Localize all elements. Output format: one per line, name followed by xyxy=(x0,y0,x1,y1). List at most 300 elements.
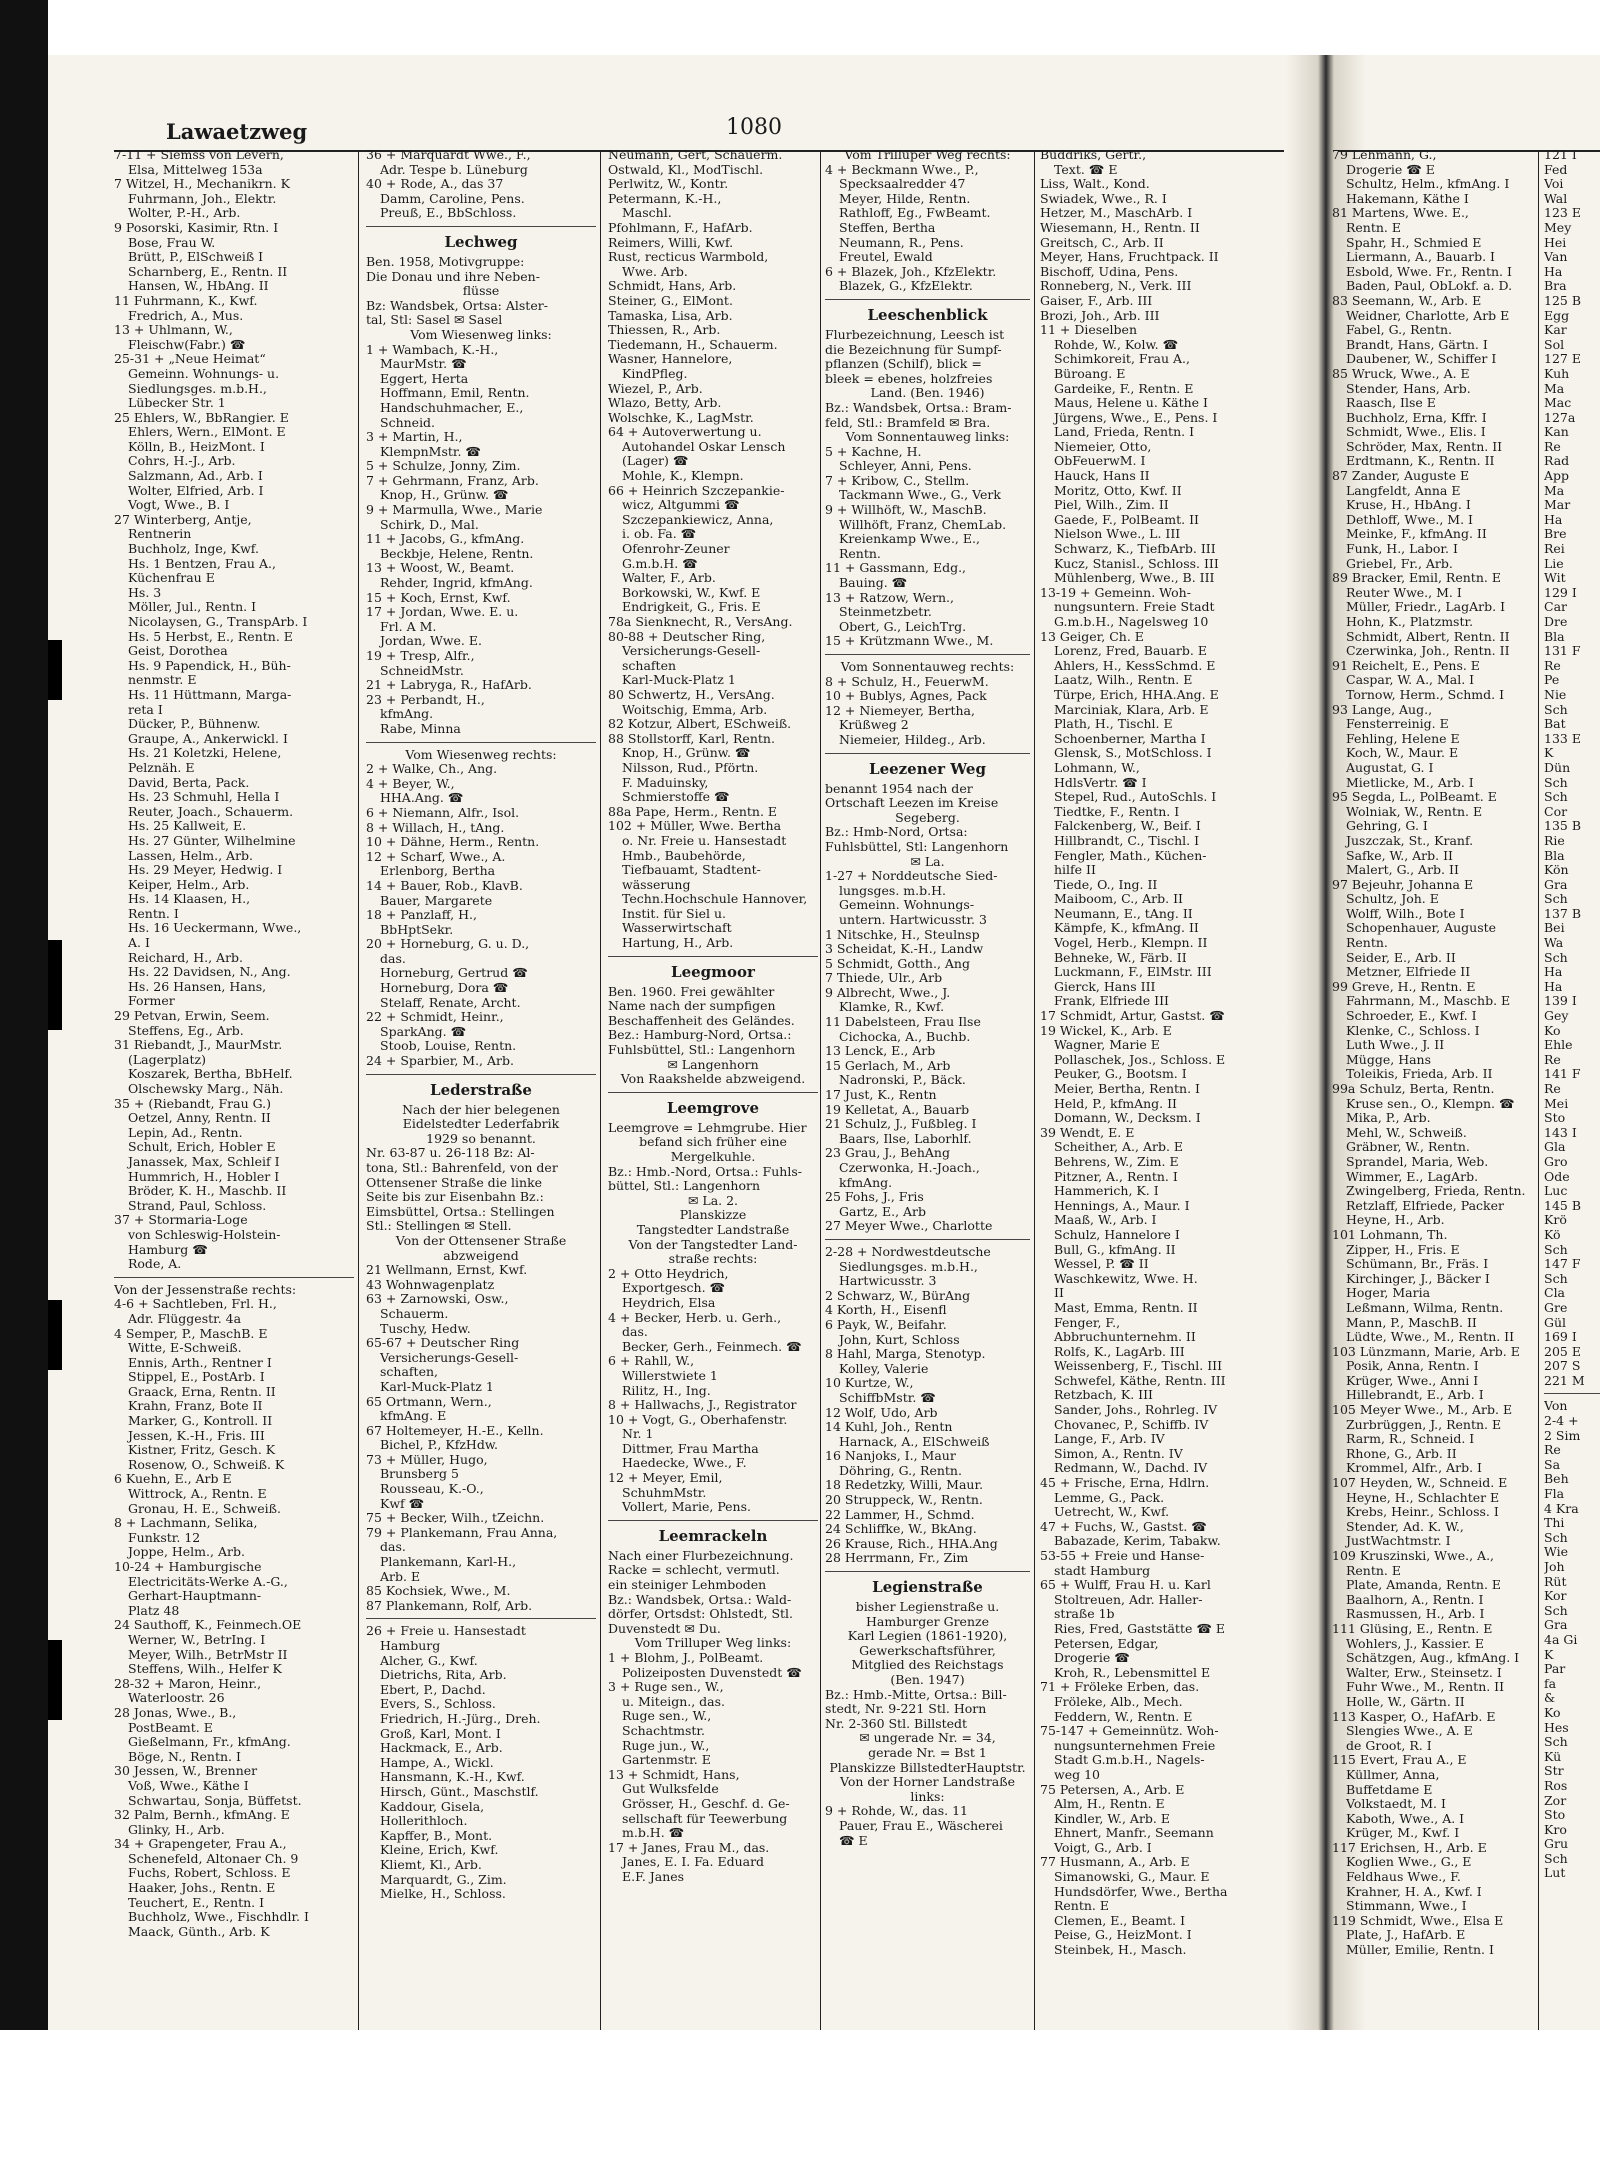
entry-line: Willerstwiete 1 xyxy=(622,1368,718,1383)
entry-line: Simanowski, G., Maur. E xyxy=(1054,1870,1210,1885)
entry-line: Dücker, P., Bühnenw. xyxy=(128,717,261,732)
entry-line: ☎ E xyxy=(839,1833,868,1848)
entry-line: Re xyxy=(1544,439,1561,454)
entry-line: 30 Jessen, W., Brenner xyxy=(114,1764,258,1779)
entry-line: 83 Seemann, W., Arb. E xyxy=(1332,293,1482,308)
entry-line: 37 + Stormaria-Loge xyxy=(114,1213,248,1228)
entry-line: Retzlaff, Elfriede, Packer xyxy=(1346,1198,1504,1213)
entry-line: Rousseau, K.-O., xyxy=(380,1482,484,1497)
entry-line: Zwingelberg, Frieda, Rentn. xyxy=(1346,1184,1526,1199)
entry-line: Pitzner, A., Rentn. I xyxy=(1054,1169,1178,1184)
street-note: Tangstedter Landstraße xyxy=(636,1222,790,1237)
entry-line: Hartwicusstr. 3 xyxy=(839,1274,937,1289)
entry-line: Electricitäts-Werke A.-G., xyxy=(128,1574,288,1589)
entry-line: Bz.: Hmb-Nord, Ortsa: xyxy=(825,825,968,840)
entry-line: 23 Grau, J., BehAng xyxy=(825,1146,950,1161)
entry-line: Wa xyxy=(1544,936,1564,951)
entry-line: Hammerich, K. I xyxy=(1054,1184,1159,1199)
entry-line: Gre xyxy=(1544,1300,1568,1315)
entry-line: 10 + Vogt, G., Oberhafenstr. xyxy=(608,1412,788,1427)
entry-line: 82 Kotzur, Albert, ESchweiß. xyxy=(608,717,792,732)
entry-line: Luc xyxy=(1544,1184,1568,1199)
entry-line: Luth Wwe., J. II xyxy=(1346,1038,1445,1053)
entry-line: Gierck, Hans III xyxy=(1054,979,1156,994)
entry-line: Bauing. ☎ xyxy=(839,576,908,591)
entry-line: Nach einer Flurbezeichnung. xyxy=(608,1548,794,1563)
entry-line: 80 Schwertz, H., VersAng. xyxy=(608,687,775,702)
entry-line: Voß, Wwe., Käthe I xyxy=(128,1778,249,1793)
entry-line: Koch, W., Maur. E xyxy=(1346,746,1459,761)
page-number: 1080 xyxy=(726,115,782,140)
directory-column-4 xyxy=(825,148,1030,2018)
entry-line: Krommel, Alfr., Arb. I xyxy=(1346,1461,1482,1476)
entry-line: Rentn. xyxy=(839,546,881,561)
entry-line: Mühlenberg, Wwe., B. III xyxy=(1054,571,1215,586)
entry-line: Daubener, W., Schiffer I xyxy=(1346,352,1497,367)
entry-line: Schultz, Joh. E xyxy=(1346,892,1439,907)
street-note: Hamburger Grenze xyxy=(866,1614,989,1629)
entry-line: Küllmer, Anna, xyxy=(1346,1767,1440,1782)
entry-line: Kön xyxy=(1544,863,1569,878)
entry-line: Kistner, Fritz, Gesch. K xyxy=(128,1443,276,1458)
entry-line: Bez.: Hamburg-Nord, Ortsa.: xyxy=(608,1028,792,1043)
entry-line: 19 + Tresp, Alfr., xyxy=(366,649,475,663)
entry-line: Gronau, H. E., Schweiß. xyxy=(128,1501,281,1516)
entry-line: Stepel, Rud., AutoSchls. I xyxy=(1054,790,1217,805)
entry-line: Ronneberg, N., Verk. III xyxy=(1040,279,1192,294)
entry-line: Wlazo, Betty, Arb. xyxy=(608,396,722,411)
entry-line: Autohandel Oskar Lensch xyxy=(622,439,786,454)
entry-line: Schauerm. xyxy=(380,1306,449,1321)
entry-line: Waterloostr. 26 xyxy=(128,1691,225,1706)
entry-line: 10 + Bublys, Agnes, Pack xyxy=(825,689,987,704)
entry-line: das. xyxy=(380,1540,406,1555)
entry-line: Lüdte, Wwe., M., Rentn. II xyxy=(1346,1330,1515,1345)
street-note: abzweigend xyxy=(443,1248,519,1263)
section-divider xyxy=(608,1092,818,1093)
entry-line: benannt 1954 nach der xyxy=(825,781,973,796)
entry-line: Mar xyxy=(1544,498,1571,513)
entry-line: Former xyxy=(128,994,175,1009)
entry-line: Bz.: Wandsbek, Ortsa.: Bram- xyxy=(825,400,1012,415)
entry-line: Dittmer, Frau Martha xyxy=(622,1441,759,1456)
entry-line: Von der Jessenstraße rechts: xyxy=(114,1282,297,1297)
entry-line: 15 + Koch, Ernst, Kwf. xyxy=(366,590,511,605)
entry-line: Knop, H., Grünw. ☎ xyxy=(622,746,751,761)
entry-line: Gehring, G. I xyxy=(1346,819,1428,834)
entry-line: Nie xyxy=(1544,687,1567,702)
entry-line: Lohmann, W., xyxy=(1054,760,1140,775)
entry-line: Buffetdame E xyxy=(1346,1782,1433,1797)
entry-line: Erdtmann, K., Rentn. II xyxy=(1346,454,1495,469)
entry-line: Domann, W., Decksm. I xyxy=(1054,1111,1201,1126)
entry-line: pflanzen (Schilf), blick = xyxy=(825,357,982,372)
entry-line: Kar xyxy=(1544,323,1567,338)
entry-line: Hs. 3 xyxy=(128,585,162,600)
entry-line: Funkstr. 12 xyxy=(128,1530,201,1545)
entry-line: Scharnberg, E., Rentn. II xyxy=(128,264,288,279)
entry-line: Horneburg, Dora ☎ xyxy=(380,981,509,996)
entry-line: 17 + Jordan, Wwe. E. u. xyxy=(366,605,519,620)
entry-line: Wiesemann, H., Rentn. II xyxy=(1040,220,1200,235)
entry-line: Sch xyxy=(1544,790,1568,805)
entry-line: 66 + Heinrich Szczepankie- xyxy=(608,483,785,498)
entry-line: Cor xyxy=(1544,804,1568,819)
entry-line: Seite bis zur Eisenbahn Bz.: xyxy=(366,1190,544,1205)
entry-line: Fuhr Wwe., M., Rentn. II xyxy=(1346,1680,1505,1695)
entry-line: Bz.: Wandsbek, Ortsa.: Wald- xyxy=(608,1592,792,1607)
entry-line: 7 Thiede, Ulr., Arb xyxy=(825,971,943,986)
street-note: Mergelkuhle. xyxy=(670,1150,756,1164)
entry-line: 8 + Willach, H., tAng. xyxy=(366,820,505,835)
entry-line: Bz: Wandsbek, Ortsa: Alster- xyxy=(366,298,548,313)
street-note: Von Raakshelde abzweigend. xyxy=(620,1072,806,1087)
entry-line: nungsuntern. Freie Stadt xyxy=(1054,600,1215,615)
entry-line: 20 Struppeck, W., Rentn. xyxy=(825,1493,983,1508)
entry-line: 91 Reichelt, E., Pens. E xyxy=(1332,658,1480,673)
entry-line: Luckmann, F., ElMstr. III xyxy=(1054,965,1212,980)
entry-line: Glensk, S., MotSchloss. I xyxy=(1054,746,1212,761)
entry-line: Krüger, M., Kwf. I xyxy=(1346,1826,1460,1841)
entry-line: Nadronski, P., Bäck. xyxy=(839,1073,966,1088)
entry-line: Schopenhauer, Auguste xyxy=(1346,921,1497,936)
entry-line: Hamburg xyxy=(380,1639,441,1653)
entry-line: Schümann, Br., Fräs. I xyxy=(1346,1257,1489,1272)
entry-line: Ha xyxy=(1544,979,1563,994)
entry-line: Sch xyxy=(1544,775,1568,790)
entry-line: Drogerie ☎ xyxy=(1054,1651,1130,1666)
entry-line: stedt, Nr. 9-221 Stl. Horn xyxy=(825,1702,987,1717)
entry-line: Krö xyxy=(1544,1213,1567,1228)
entry-line: das. xyxy=(622,1325,648,1340)
entry-line: Woitschig, Emma, Arb. xyxy=(622,702,768,717)
entry-line: Handschuhmacher, E., xyxy=(380,400,524,415)
entry-line: nenmstr. E xyxy=(128,673,197,688)
entry-line: 31 Riebandt, J., MaurMstr. xyxy=(114,1038,283,1053)
entry-line: Ros xyxy=(1544,1778,1568,1793)
entry-line: Plath, H., Tischl. E xyxy=(1054,717,1173,732)
street-name-heading: Leegmoor xyxy=(671,962,755,981)
entry-line: KlempnMstr. ☎ xyxy=(380,444,481,459)
street-note: Segeberg. xyxy=(895,810,960,825)
entry-line: 80-88 + Deutscher Ring, xyxy=(608,629,766,644)
entry-line: Metzner, Elfriede II xyxy=(1346,965,1471,980)
entry-line: Kruse sen., O., Klempn. ☎ xyxy=(1346,1096,1515,1111)
entry-line: Hennings, A., Maur. I xyxy=(1054,1198,1190,1213)
entry-line: 53-55 + Freie und Hanse- xyxy=(1040,1549,1205,1563)
entry-line: Versicherungs-Gesell- xyxy=(622,644,761,659)
entry-line: Bauer, Margarete xyxy=(380,893,493,908)
entry-line: Beh xyxy=(1544,1472,1569,1487)
entry-line: Adr. Tespe b. Lüneburg xyxy=(380,162,528,177)
entry-line: Pe xyxy=(1544,673,1560,688)
column-divider xyxy=(820,150,821,2030)
entry-line: Stelaff, Renate, Archt. xyxy=(380,995,521,1010)
entry-line: 8 Hahl, Marga, Stenotyp. xyxy=(825,1347,986,1362)
entry-line: Bre xyxy=(1544,527,1567,542)
entry-line: Gru xyxy=(1544,1837,1569,1852)
entry-line: Mei xyxy=(1544,1096,1569,1111)
street-note: straße rechts: xyxy=(668,1252,758,1267)
entry-line: Haaker, Johs., Rentn. E xyxy=(128,1881,276,1896)
entry-line: 13 + Ratzow, Wern., xyxy=(825,590,954,605)
entry-line: Par xyxy=(1544,1662,1566,1677)
entry-line: Polizeiposten Duvenstedt ☎ xyxy=(622,1665,802,1680)
entry-line: Küchenfrau E xyxy=(128,571,215,586)
section-divider xyxy=(608,1520,818,1521)
entry-line: 32 Palm, Bernh., kfmAng. E xyxy=(114,1808,290,1823)
entry-line: kfmAng. xyxy=(839,1175,893,1190)
entry-line: Fuhrmann, Joh., Elektr. xyxy=(128,191,277,206)
entry-line: Techn.Hochschule Hannover, xyxy=(622,892,808,907)
entry-line: Sol xyxy=(1544,337,1565,352)
entry-line: Tornow, Herm., Schmd. I xyxy=(1346,687,1505,702)
entry-line: Gräbner, W., Rentn. xyxy=(1346,1140,1470,1155)
entry-line: Kölln, B., HeizMont. I xyxy=(128,439,265,454)
entry-line: Hs. 16 Ueckermann, Wwe., xyxy=(128,921,302,936)
entry-line: SchuhmMstr. xyxy=(622,1485,707,1500)
entry-line: Rode, A. xyxy=(128,1257,182,1272)
entry-line: Tamaska, Lisa, Arb. xyxy=(608,308,733,323)
entry-line: ObFeuerwM. I xyxy=(1054,454,1146,469)
entry-line: Hackmack, E., Arb. xyxy=(380,1741,503,1756)
entry-line: II xyxy=(1054,1286,1064,1301)
street-note: bisher Legienstraße u. xyxy=(855,1600,1000,1615)
entry-line: Gut Wulksfelde xyxy=(622,1782,719,1797)
entry-line: Steffens, Eg., Arb. xyxy=(128,1023,244,1038)
entry-line: 67 Holtemeyer, H.-E., Kelln. xyxy=(366,1423,544,1438)
entry-line: 13 + Uhlmann, W., xyxy=(114,323,233,338)
entry-line: Evers, S., Schloss. xyxy=(380,1697,496,1712)
entry-line: Ko xyxy=(1544,1705,1561,1720)
entry-line: Weissenberg, F., Tischl. III xyxy=(1054,1359,1223,1374)
entry-line: 12 Wolf, Udo, Arb xyxy=(825,1405,938,1420)
entry-line: 75-147 + Gemeinnütz. Woh- xyxy=(1040,1724,1219,1739)
entry-line: Sto xyxy=(1544,1111,1566,1126)
entry-line: Clemen, E., Beamt. I xyxy=(1054,1913,1186,1928)
entry-line: Bull, G., kfmAng. II xyxy=(1054,1242,1176,1257)
entry-line: 19 Kelletat, A., Bauarb xyxy=(825,1102,970,1117)
entry-line: 4 + Becker, Herb. u. Gerh., xyxy=(608,1310,782,1325)
entry-line: Stimmann, Wwe., I xyxy=(1346,1899,1467,1914)
entry-line: 145 B xyxy=(1544,1198,1582,1213)
entry-line: 29 Petvan, Erwin, Seem. xyxy=(114,1009,270,1024)
entry-line: Geist, Dorothea xyxy=(128,644,228,659)
entry-line: 75 Petersen, A., Arb. E xyxy=(1040,1782,1185,1797)
entry-line: Czerwonka, H.-Joach., xyxy=(839,1161,980,1175)
entry-line: Neumann, Gert, Schauerm. xyxy=(608,148,783,162)
entry-line: Mügge, Hans xyxy=(1346,1052,1432,1067)
entry-line: Buchholz, Inge, Kwf. xyxy=(128,542,259,557)
entry-line: Instit. für Siel u. xyxy=(622,906,726,921)
entry-line: Kämpfe, K., kfmAng. II xyxy=(1054,921,1199,936)
entry-line: Steffen, Bertha xyxy=(839,220,936,235)
directory-column-3 xyxy=(608,148,818,2018)
entry-line: 13-19 + Gemeinn. Woh- xyxy=(1040,585,1191,600)
entry-line: Knop, H., Grünw. ☎ xyxy=(380,488,509,503)
entry-line: Ruge sen., W., xyxy=(622,1709,712,1724)
entry-line: Exportgesch. ☎ xyxy=(622,1281,726,1296)
entry-line: Hs. 22 Davidsen, N., Ang. xyxy=(128,965,291,980)
entry-line: Slengies Wwe., A. E xyxy=(1346,1724,1473,1739)
entry-line: Fuhlsbüttel, Stl: Langenhorn xyxy=(825,839,1009,854)
entry-line: Cichocka, A., Buchb. xyxy=(839,1029,971,1044)
entry-line: Krahn, Franz, Bote II xyxy=(128,1399,263,1414)
entry-line: Bichel, P., KfzHdw. xyxy=(380,1438,499,1453)
entry-line: 147 F xyxy=(1544,1257,1581,1272)
entry-line: 4 + Beckmann Wwe., P., xyxy=(825,162,979,177)
entry-line: Harnack, A., ElSchweiß xyxy=(839,1434,990,1449)
entry-line: Schröder, Max, Rentn. II xyxy=(1346,439,1503,454)
entry-line: Fensterreinig. E xyxy=(1346,717,1449,732)
entry-line: Wasner, Hannelore, xyxy=(608,352,733,367)
entry-line: 119 Schmidt, Wwe., Elsa E xyxy=(1332,1913,1504,1928)
directory-column-1 xyxy=(114,148,354,2018)
entry-line: 79 Lehmann, G., xyxy=(1332,148,1437,162)
entry-line: Hs. 29 Meyer, Hedwig. I xyxy=(128,863,283,878)
entry-line: Chovanec, P., Schiffb. IV xyxy=(1054,1417,1209,1432)
entry-line: Heyne, H., Arb. xyxy=(1346,1213,1445,1228)
entry-line: 6 Kuehn, E., Arb E xyxy=(114,1472,232,1487)
entry-line: Brozi, Joh., Arb. III xyxy=(1040,308,1160,323)
entry-line: Redmann, W., Dachd. IV xyxy=(1054,1461,1208,1476)
entry-line: Neumann, E., tAng. II xyxy=(1054,906,1193,921)
entry-line: 1 + Wambach, K.-H., xyxy=(366,342,499,357)
entry-line: Möller, Jul., Rentn. I xyxy=(128,600,257,615)
entry-line: 28-32 + Maron, Heinr., xyxy=(114,1676,262,1691)
entry-line: Augustat, G. I xyxy=(1346,760,1434,775)
entry-line: G.m.b.H. ☎ xyxy=(622,556,698,571)
entry-line: Schult, Erich, Hobler E xyxy=(128,1140,276,1155)
entry-line: Hampe, A., Wickl. xyxy=(380,1755,494,1770)
entry-line: Hetzer, M., MaschArb. I xyxy=(1040,206,1193,221)
entry-line: 4a Gi xyxy=(1544,1632,1578,1647)
street-note: Mitglied des Reichstags xyxy=(851,1658,1004,1673)
entry-line: 21 Schulz, J., Fußbleg. I xyxy=(825,1117,977,1132)
entry-line: 25 Ehlers, W., BbRangier. E xyxy=(114,410,289,425)
entry-line: Langfeldt, Anna E xyxy=(1346,483,1461,498)
street-note: Von der Horner Landstraße xyxy=(840,1775,1015,1790)
entry-line: Buchholz, Erna, Kffr. I xyxy=(1346,410,1487,425)
entry-line: SchiffbMstr. ☎ xyxy=(839,1390,936,1405)
entry-line: Uetrecht, W., Kwf. xyxy=(1054,1505,1170,1520)
street-note: Nach der hier belegenen xyxy=(402,1102,560,1117)
street-note: Von der Tangstedter Land- xyxy=(628,1237,798,1252)
entry-line: 85 Wruck, Wwe., A. E xyxy=(1332,366,1470,381)
entry-line: Karl-Muck-Platz 1 xyxy=(622,673,736,688)
entry-line: Jessen, K.-H., Fris. III xyxy=(128,1428,265,1443)
entry-line: kfmAng. E xyxy=(380,1409,447,1424)
entry-line: Maiboom, C., Arb. II xyxy=(1054,892,1183,907)
entry-line: Bz.: Hmb.-Mitte, Ortsa.: Bill- xyxy=(825,1687,1007,1702)
entry-line: Gül xyxy=(1544,1315,1567,1330)
entry-line: 25-31 + „Neue Heimat“ xyxy=(114,352,266,367)
entry-line: Schwefel, Käthe, Rentn. III xyxy=(1054,1373,1226,1388)
entry-line: Janes, E. I. Fa. Eduard xyxy=(622,1855,765,1870)
entry-line: Joh xyxy=(1544,1560,1565,1574)
entry-line: Baden, Paul, ObLokf. a. D. xyxy=(1346,279,1513,294)
entry-line: Gra xyxy=(1544,877,1568,892)
entry-line: Wohlers, J., Kassier. E xyxy=(1346,1636,1484,1651)
entry-line: Graupe, A., Ankerwickl. I xyxy=(128,731,288,746)
entry-line: 65 + Wulff, Frau H. u. Karl xyxy=(1040,1578,1211,1593)
entry-line: Volkstaedt, M. I xyxy=(1346,1797,1446,1812)
entry-line: Hartung, H., Arb. xyxy=(622,936,734,951)
entry-line: schaften xyxy=(622,658,677,673)
entry-line: Friedrich, H.-Jürg., Dreh. xyxy=(380,1711,541,1726)
entry-line: Fabel, G., Rentn. xyxy=(1346,323,1452,338)
entry-line: Borkowski, W., Kwf. E xyxy=(622,585,761,600)
entry-line: Rie xyxy=(1544,833,1565,848)
entry-line: 40 + Rode, A., das 37 xyxy=(366,177,504,192)
entry-line: Blazek, G., KfzElektr. xyxy=(839,279,973,294)
entry-line: 6 + Blazek, Joh., KfzElektr. xyxy=(825,264,997,279)
entry-line: Maaß, W., Arb. I xyxy=(1054,1213,1157,1228)
entry-line: Laatz, Wilh., Rentn. E xyxy=(1054,673,1193,688)
entry-line: 101 Lohmann, Th. xyxy=(1332,1227,1448,1242)
entry-line: Arb. E xyxy=(380,1569,421,1584)
street-note: ✉ ungerade Nr. = 34, xyxy=(859,1731,996,1746)
entry-line: Bra xyxy=(1544,279,1567,294)
entry-line: 5 Schmidt, Gotth., Ang xyxy=(825,956,970,971)
entry-line: PostBeamt. E xyxy=(128,1720,213,1735)
entry-line: Hundsdörfer, Wwe., Bertha xyxy=(1054,1884,1228,1899)
entry-line: Preuß, E., BbSchloss. xyxy=(380,206,517,221)
entry-line: 87 Plankemann, Rolf, Arb. xyxy=(366,1598,533,1613)
entry-line: Schleyer, Anni, Pens. xyxy=(839,459,972,474)
entry-line: 7 + Kribow, C., Stellm. xyxy=(825,473,970,488)
entry-line: Re xyxy=(1544,658,1561,673)
entry-line: Juszczak, St., Kranf. xyxy=(1346,833,1474,848)
entry-line: Peise, G., HeizMont. I xyxy=(1054,1928,1192,1943)
section-divider xyxy=(608,956,818,957)
entry-line: Ebert, P., Dachd. xyxy=(380,1682,486,1697)
scan-border-bottom xyxy=(0,2030,1600,2177)
entry-line: 95 Segda, L., PolBeamt. E xyxy=(1332,790,1497,805)
entry-line: Bröder, K. H., Maschb. II xyxy=(128,1184,287,1199)
entry-line: 73 + Müller, Hugo, xyxy=(366,1452,488,1467)
entry-line: Krahner, H. A., Kwf. I xyxy=(1346,1884,1482,1899)
entry-line: Mann, P., MaschB. II xyxy=(1346,1315,1477,1330)
entry-line: Kapffer, B., Mont. xyxy=(380,1828,493,1843)
entry-line: Lut xyxy=(1544,1866,1566,1881)
entry-line: Behneke, W., Färb. II xyxy=(1054,950,1187,965)
entry-line: App xyxy=(1544,469,1570,484)
section-divider xyxy=(825,1571,1030,1572)
entry-line: Becker, Gerh., Feinmech. ☎ xyxy=(622,1339,802,1354)
entry-line: Held, P., kfmAng. II xyxy=(1054,1096,1177,1111)
street-note: Planskizze xyxy=(679,1208,747,1223)
street-note: ✉ La. 2. xyxy=(687,1193,739,1208)
entry-line: Steffens, Wilh., Helfer K xyxy=(128,1662,282,1677)
entry-line: 105 Meyer Wwe., M., Arb. E xyxy=(1332,1403,1513,1418)
entry-line: Egg xyxy=(1544,308,1570,323)
entry-line: Maschl. xyxy=(622,206,672,221)
entry-line: Von xyxy=(1544,1399,1568,1414)
entry-line: Elsa, Mittelweg 153a xyxy=(128,162,263,177)
entry-line: 13 Lenck, E., Arb xyxy=(825,1044,936,1059)
entry-line: straße 1b xyxy=(1054,1607,1115,1622)
entry-line: Hoffmann, Emil, Rentn. xyxy=(380,386,530,401)
entry-line: 87 Zander, Auguste E xyxy=(1332,469,1470,484)
entry-line: Flurbezeichnung, Leesch ist xyxy=(825,327,1005,342)
entry-line: Gartenmstr. E xyxy=(622,1753,711,1768)
entry-line: 3 + Martin, H., xyxy=(366,430,463,445)
street-name-heading: Leemgrove xyxy=(666,1098,760,1117)
entry-line: Gla xyxy=(1544,1140,1566,1155)
entry-line: Voi xyxy=(1544,177,1564,192)
entry-line: lungsges. m.b.H. xyxy=(839,883,946,898)
